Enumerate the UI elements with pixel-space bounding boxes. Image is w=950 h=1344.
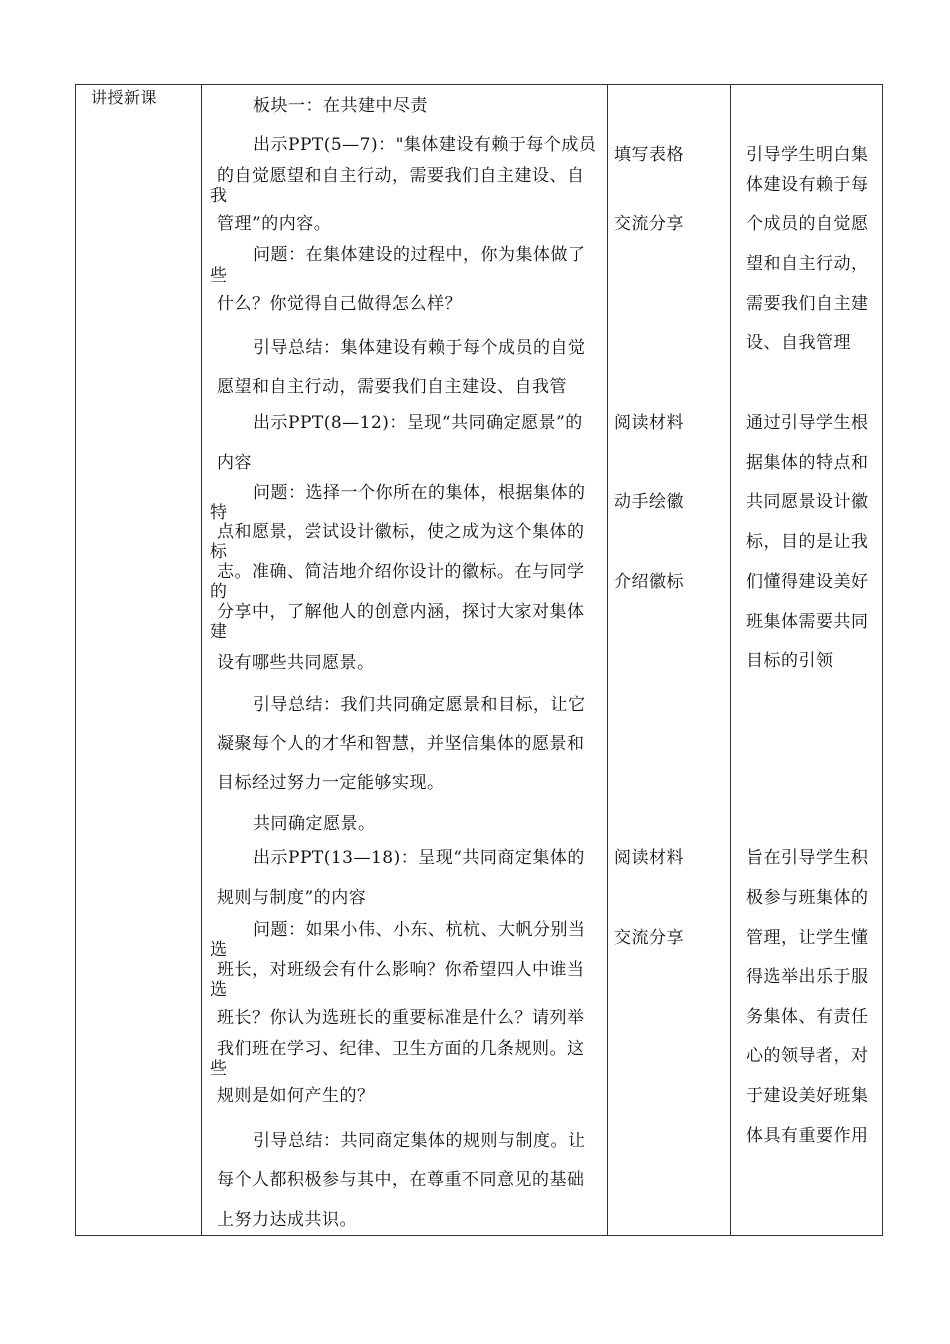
content-line: 出示PPT(13—18)：呈现“共同商定集体的 [253, 848, 585, 868]
content-line: 规则与制度”的内容 [217, 888, 367, 908]
column-divider-1 [201, 85, 202, 1235]
content-line: 设有哪些共同愿景。 [217, 653, 375, 673]
section-label: 讲授新课 [91, 88, 158, 107]
intent-line: 望和自主行动， [746, 254, 869, 274]
content-line: 班长？你认为选班长的重要标准是什么？请列举 [217, 1008, 585, 1028]
intent-line: 设、自我管理 [746, 333, 851, 353]
content-line: 问题：在集体建设的过程中，你为集体做了 [253, 245, 586, 265]
intent-line: 标，目的是让我 [746, 532, 869, 552]
intent-line: 得选举出乐于服 [746, 967, 869, 987]
content-line: 出示PPT(8—12)：呈现“共同确定愿景”的 [253, 413, 583, 433]
content-line: 些 [210, 1059, 228, 1079]
content-line: 分享中，了解他人的创意内涵，探讨大家对集体 [217, 602, 585, 622]
column-divider-2 [607, 85, 608, 1235]
content-line: 共同确定愿景。 [253, 814, 376, 834]
activity-item: 阅读材料 [614, 848, 684, 868]
content-line: 选 [210, 940, 228, 960]
content-line: 问题：如果小伟、小东、杭杭、大帆分别当 [253, 920, 586, 940]
intent-line: 体具有重要作用 [746, 1126, 869, 1146]
intent-line: 旨在引导学生积 [746, 848, 869, 868]
content-line: 板块一：在共建中尽责 [253, 96, 428, 116]
content-line: 的 [210, 582, 228, 602]
activity-item: 交流分享 [614, 214, 684, 234]
content-line: 引导总结：集体建设有赖于每个成员的自觉 [253, 338, 586, 358]
content-line: 标 [210, 542, 228, 562]
content-line: 建 [210, 622, 228, 642]
intent-line: 需要我们自主建 [746, 294, 869, 314]
activity-item: 介绍徽标 [614, 572, 684, 592]
content-line: 愿望和自主行动，需要我们自主建设、自我管 [217, 377, 567, 397]
intent-line: 们懂得建设美好 [746, 572, 869, 592]
content-line: 上努力达成共识。 [217, 1210, 357, 1230]
content-line: 我 [210, 186, 228, 206]
column-divider-3 [730, 85, 731, 1235]
content-line: 问题：选择一个你所在的集体，根据集体的 [253, 483, 586, 503]
activity-item: 交流分享 [614, 928, 684, 948]
intent-line: 引导学生明白集 [746, 145, 869, 165]
content-line: 引导总结：我们共同确定愿景和目标，让它 [253, 695, 586, 715]
intent-line: 极参与班集体的 [746, 888, 869, 908]
content-line: 凝聚每个人的才华和智慧，并坚信集体的愿景和 [217, 734, 585, 754]
content-line: 什么？你觉得自己做得怎么样？ [217, 294, 462, 314]
intent-line: 班集体需要共同 [746, 612, 869, 632]
content-line: 志。准确、简洁地介绍你设计的徽标。在与同学 [217, 562, 585, 582]
intent-line: 通过引导学生根 [746, 413, 869, 433]
content-line: 特 [210, 503, 228, 523]
content-line: 选 [210, 980, 228, 1000]
intent-line: 体建设有赖于每 [746, 175, 869, 195]
intent-line: 务集体、有责任 [746, 1007, 869, 1027]
content-line: 些 [210, 266, 228, 286]
content-line: 点和愿景，尝试设计徽标，使之成为这个集体的 [217, 522, 585, 542]
intent-line: 于建设美好班集 [746, 1086, 869, 1106]
content-line: 班长，对班级会有什么影响？你希望四人中谁当 [217, 960, 585, 980]
intent-line: 管理，让学生懂 [746, 928, 869, 948]
content-line: 管理”的内容。 [217, 214, 332, 234]
activity-item: 动手绘徽 [614, 492, 684, 512]
activity-item: 填写表格 [614, 145, 684, 165]
content-line: 引导总结：共同商定集体的规则与制度。让 [253, 1131, 586, 1151]
intent-line: 个成员的自觉愿 [746, 214, 869, 234]
activity-item: 阅读材料 [614, 413, 684, 433]
content-line: 我们班在学习、纪律、卫生方面的几条规则。这 [217, 1039, 585, 1059]
content-line: 内容 [217, 453, 252, 473]
intent-line: 目标的引领 [746, 651, 834, 671]
content-line: 出示PPT(5—7)："集体建设有赖于每个成员 [253, 135, 597, 155]
content-line: 每个人都积极参与其中，在尊重不同意见的基础 [217, 1170, 585, 1190]
content-line: 的自觉愿望和自主行动，需要我们自主建设、自 [217, 166, 585, 186]
intent-line: 共同愿景设计徽 [746, 492, 869, 512]
intent-line: 心的领导者，对 [746, 1046, 869, 1066]
intent-line: 据集体的特点和 [746, 453, 869, 473]
content-line: 规则是如何产生的？ [217, 1086, 375, 1106]
content-line: 目标经过努力一定能够实现。 [217, 773, 445, 793]
